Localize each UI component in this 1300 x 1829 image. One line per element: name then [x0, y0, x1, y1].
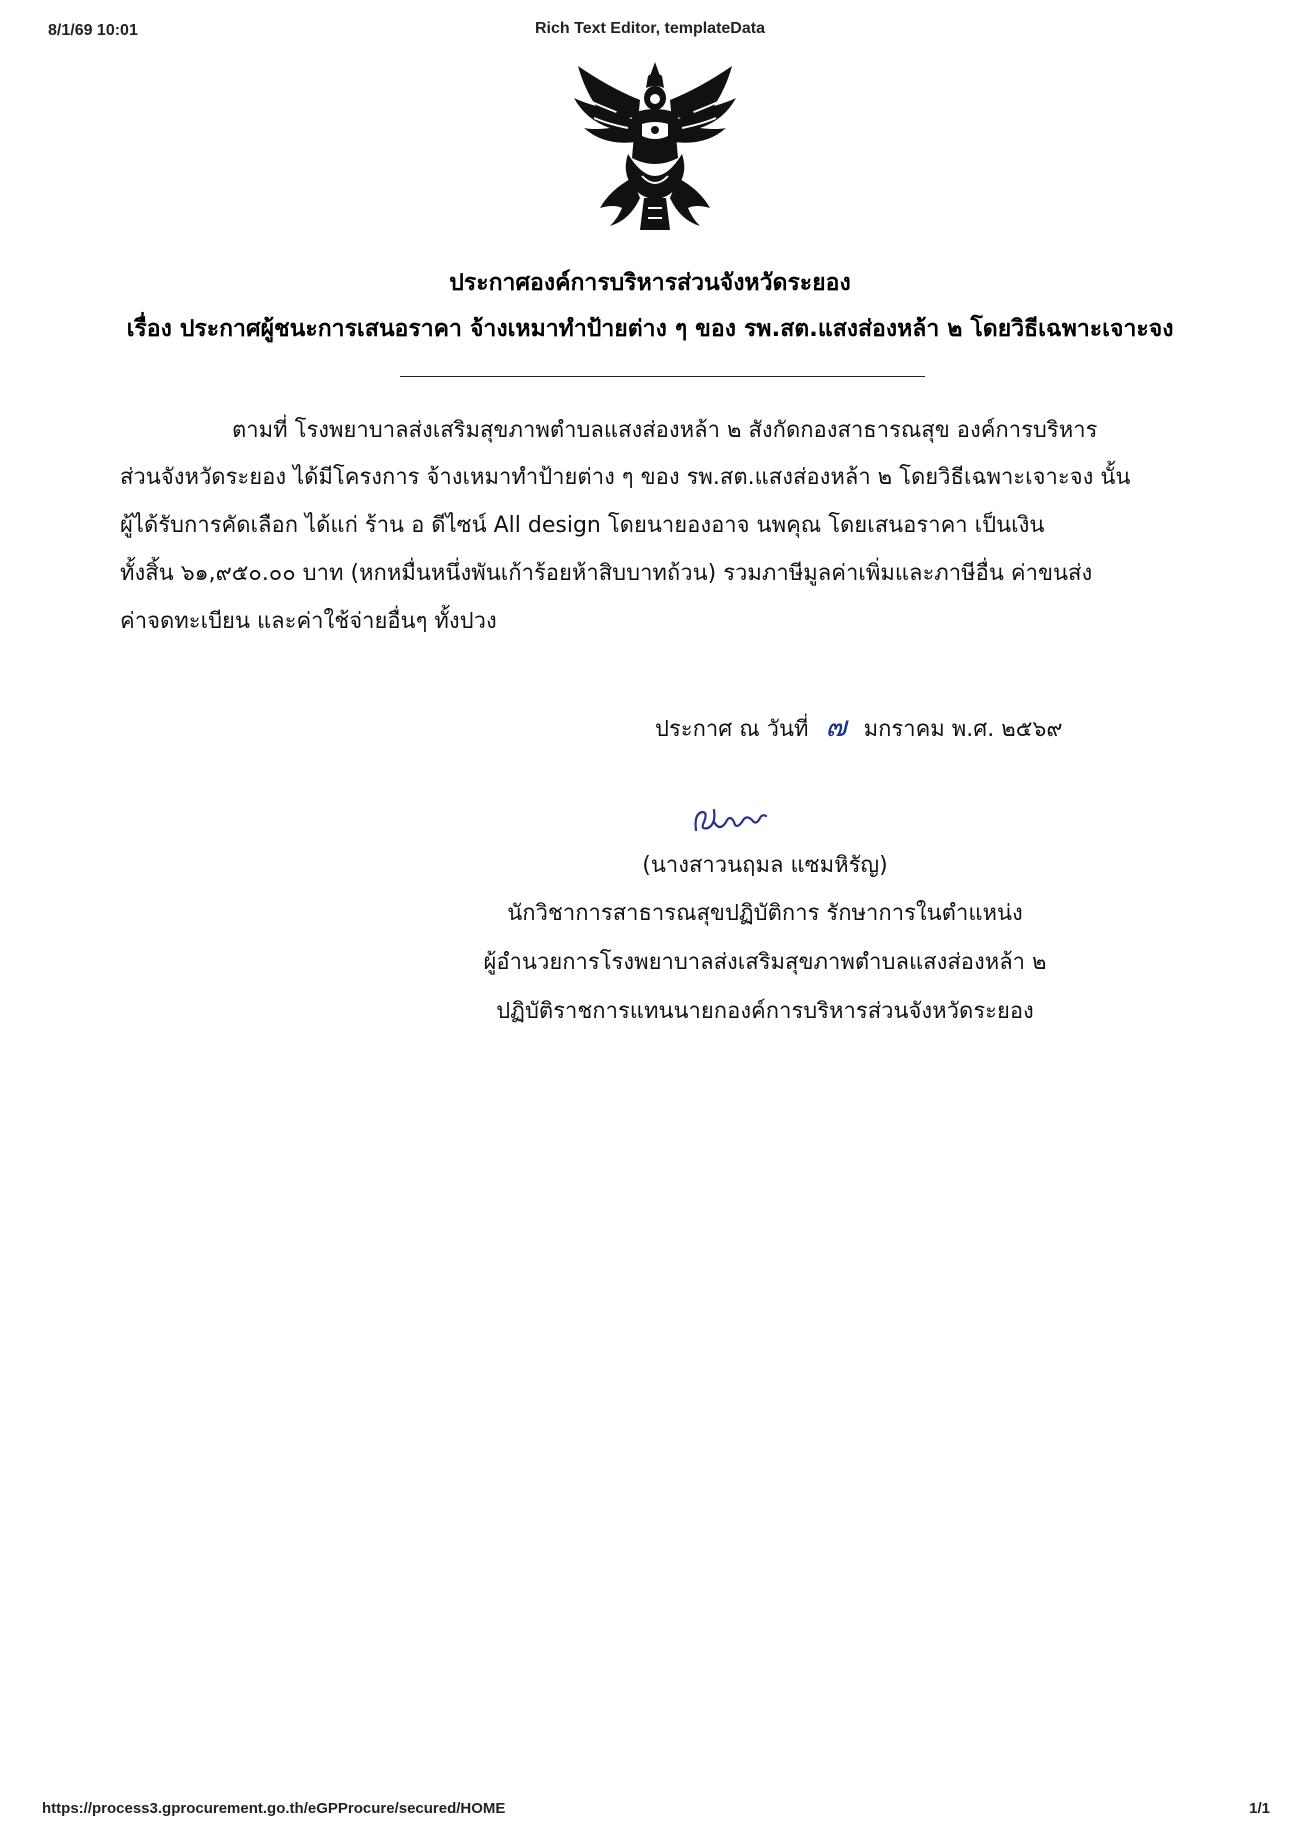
print-page-number: 1/1 — [1249, 1800, 1270, 1817]
print-url: https://process3.gprocurement.go.th/eGPProcure/secured/HOME — [42, 1800, 506, 1817]
body-line: ค่าจดทะเบียน และค่าใช้จ่ายอื่นๆ ทั้งปวง — [120, 609, 497, 634]
body-line: ตามที่ โรงพยาบาลส่งเสริมสุขภาพตำบลแสงส่องหล้า ๒ สังกัดกองสาธารณสุข องค์การบริหาร — [232, 418, 1098, 443]
announcement-prefix: ประกาศ ณ วันที่ — [655, 717, 809, 742]
signatory-position: นักวิชาการสาธารณสุขปฏิบัติการ รักษาการในตำแหน่ง — [507, 901, 1023, 926]
print-datetime: 8/1/69 10:01 — [48, 22, 138, 39]
announcement-suffix: มกราคม พ.ศ. ๒๕๖๙ — [863, 717, 1063, 742]
announcement-day-handwritten: ๗ — [825, 710, 847, 743]
signatory-position: ผู้อำนวยการโรงพยาบาลส่งเสริมสุขภาพตำบลแสงส่องหล้า ๒ — [483, 950, 1047, 975]
body-line: ส่วนจังหวัดระยอง ได้มีโครงการ จ้างเหมาทำป้ายต่าง ๆ ของ รพ.สต.แสงส่องหล้า ๒ โดยวิธีเฉพาะเจาะจง นั้น — [120, 465, 1131, 490]
print-header-title: Rich Text Editor, templateData — [535, 20, 765, 37]
announcement-date — [655, 705, 1062, 749]
signatory-position: ปฏิบัติราชการแทนนายกองค์การบริหารส่วนจังหวัดระยอง — [496, 999, 1034, 1024]
garuda-emblem-icon — [570, 58, 740, 233]
body-line: ผู้ได้รับการคัดเลือก ได้แก่ ร้าน อ ดีไซน์ All design โดยนายองอาจ นพคุณ โดยเสนอราคา เป็นเงิน — [120, 513, 1045, 538]
document-subject: เรื่อง ประกาศผู้ชนะการเสนอราคา จ้างเหมาทำป้ายต่าง ๆ ของ รพ.สต.แสงส่องหล้า ๒ โดยวิธีเฉพาะเจาะจง — [126, 316, 1174, 342]
title-divider — [400, 376, 925, 377]
handwritten-signature — [690, 800, 770, 838]
document-title: ประกาศองค์การบริหารส่วนจังหวัดระยอง — [449, 270, 851, 296]
body-line: ทั้งสิ้น ๖๑,๙๕๐.๐๐ บาท (หกหมื่นหนึ่งพันเก้าร้อยห้าสิบบาทถ้วน) รวมภาษีมูลค่าเพิ่มและภาษีอื่น ค่าขนส่ง — [120, 561, 1093, 586]
signatory-name: (นางสาวนฤมล แซมหิรัญ) — [642, 853, 888, 878]
